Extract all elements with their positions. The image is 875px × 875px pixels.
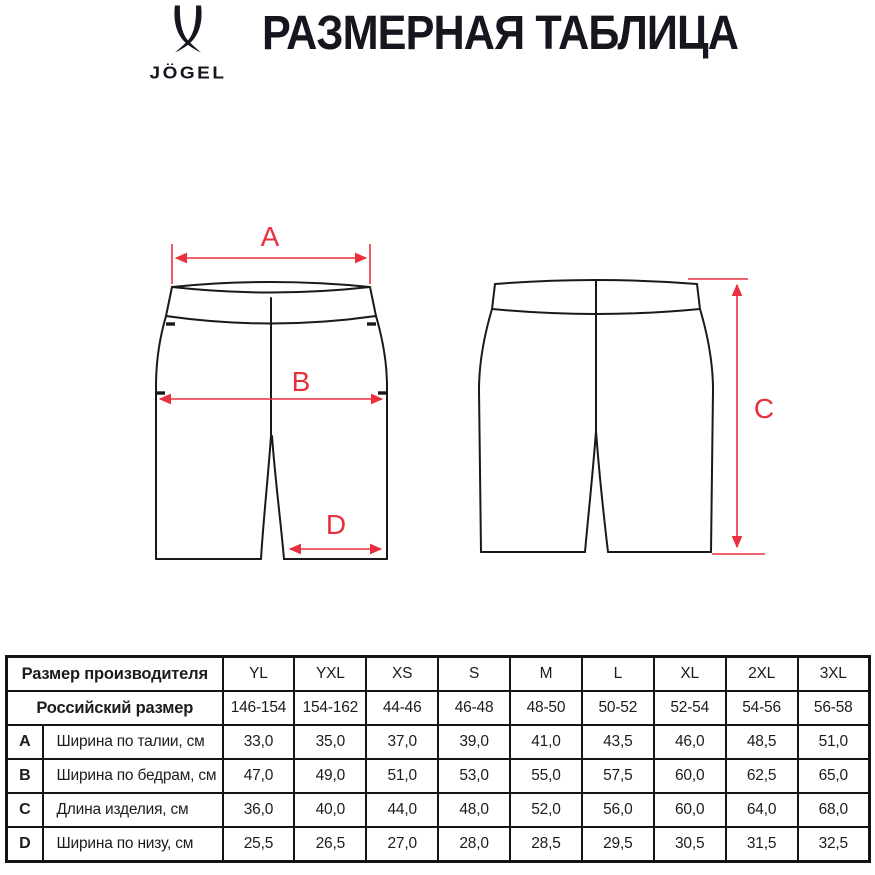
measure-value: 65,0 [798,759,870,793]
measure-letter: A [7,725,43,759]
dim-label-a: A [260,221,280,252]
measure-value: 30,5 [654,827,726,862]
measure-value: 48,5 [726,725,798,759]
measure-value: 32,5 [798,827,870,862]
measure-value: 56,0 [582,793,654,827]
size-col-header: YL [223,657,295,692]
russian-size-cell: 56-58 [798,691,870,725]
measure-value: 52,0 [510,793,582,827]
size-col-header: 3XL [798,657,870,692]
size-col-header: XL [654,657,726,692]
table-row-measure-b [7,759,870,793]
russian-size-cell: 44-46 [366,691,438,725]
table-row-measure-c [7,793,870,827]
measure-value: 47,0 [223,759,295,793]
measure-value: 51,0 [366,759,438,793]
measure-value: 25,5 [223,827,295,862]
size-col-header: M [510,657,582,692]
russian-size-cell: 48-50 [510,691,582,725]
measure-description: Длина изделия, см [43,793,223,827]
russian-size-cell: 146-154 [223,691,295,725]
page-title: РАЗМЕРНАЯ ТАБЛИЦА [262,7,739,60]
russian-size-cell: 154-162 [294,691,366,725]
table-row-measure-a [7,725,870,759]
measure-value: 57,5 [582,759,654,793]
measure-letter: D [7,827,43,862]
measure-value: 46,0 [654,725,726,759]
russian-size-cell: 52-54 [654,691,726,725]
dim-label-c: C [753,393,775,424]
measure-description: Ширина по талии, см [43,725,223,759]
measure-value: 62,5 [726,759,798,793]
size-col-header: L [582,657,654,692]
measure-value: 55,0 [510,759,582,793]
measure-value: 37,0 [366,725,438,759]
manufacturer-size-label: Размер производителя [7,657,223,692]
measure-value: 36,0 [223,793,295,827]
measure-value: 35,0 [294,725,366,759]
russian-size-cell: 46-48 [438,691,510,725]
measure-letter: B [7,759,43,793]
measure-value: 41,0 [510,725,582,759]
russian-size-cell: 50-52 [582,691,654,725]
measure-value: 64,0 [726,793,798,827]
front-shorts-drawing [156,282,387,559]
measure-value: 28,5 [510,827,582,862]
back-shorts-drawing [479,280,713,552]
size-col-header: 2XL [726,657,798,692]
measure-value: 53,0 [438,759,510,793]
measure-description: Ширина по низу, см [43,827,223,862]
measure-value: 39,0 [438,725,510,759]
dim-label-d: D [325,509,347,540]
measure-description: Ширина по бедрам, см [43,759,223,793]
russian-size-label: Российский размер [7,691,223,725]
size-col-header: YXL [294,657,366,692]
measure-value: 28,0 [438,827,510,862]
measure-value: 51,0 [798,725,870,759]
measure-value: 60,0 [654,759,726,793]
size-col-header: XS [366,657,438,692]
measure-value: 60,0 [654,793,726,827]
table-row-manufacturer [7,657,870,692]
table-row-measure-d [7,827,870,862]
measure-value: 26,5 [294,827,366,862]
measure-value: 33,0 [223,725,295,759]
measure-value: 31,5 [726,827,798,862]
measure-value: 68,0 [798,793,870,827]
dim-label-b: B [291,366,311,397]
measure-value: 29,5 [582,827,654,862]
russian-size-cell: 54-56 [726,691,798,725]
table-row-russian-size [7,691,870,725]
measure-value: 40,0 [294,793,366,827]
measure-value: 49,0 [294,759,366,793]
measure-value: 43,5 [582,725,654,759]
measure-value: 27,0 [366,827,438,862]
size-table [5,655,871,863]
measure-letter: C [7,793,43,827]
brand-name: JÖGEL [149,63,227,84]
size-col-header: S [438,657,510,692]
measure-value: 48,0 [438,793,510,827]
measure-value: 44,0 [366,793,438,827]
